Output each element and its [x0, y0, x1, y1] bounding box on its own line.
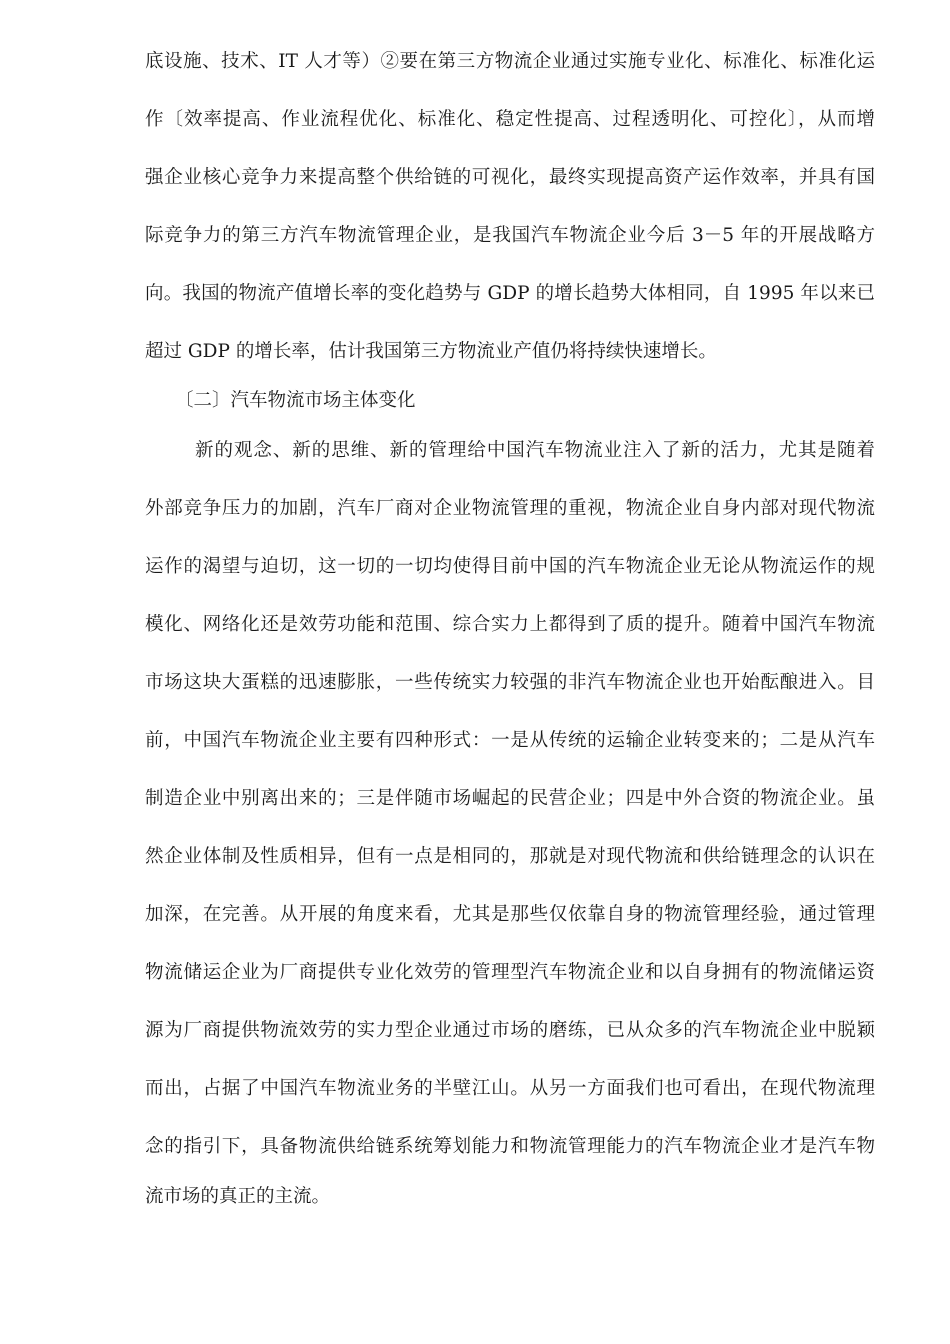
paragraph-line: 模化、网络化还是效劳功能和范围、综合实力上都得到了质的提升。随着中国汽车物流: [145, 614, 875, 635]
paragraph-line: 加深，在完善。从开展的角度来看，尤其是那些仅依靠自身的物流管理经验，通过管理: [145, 904, 875, 925]
paragraph-line: 运作的渴望与迫切，这一切的一切均使得目前中国的汽车物流企业无论从物流运作的规: [145, 556, 875, 577]
paragraph-line: 前，中国汽车物流企业主要有四种形式：一是从传统的运输企业转变来的；二是从汽车: [145, 730, 875, 751]
section-heading: 〔二〕汽车物流市场主体变化: [175, 390, 416, 411]
paragraph-line: 超过 GDP 的增长率，估计我国第三方物流业产值仍将持续快速增长。: [145, 341, 717, 362]
paragraph-line: 然企业体制及性质相异，但有一点是相同的，那就是对现代物流和供给链理念的认识在: [145, 846, 875, 867]
paragraph-line: 市场这块大蛋糕的迅速膨胀，一些传统实力较强的非汽车物流企业也开始酝酿进入。目: [145, 672, 875, 693]
paragraph-line: 底设施、技术、IT 人才等）②要在第三方物流企业通过实施专业化、标准化、标准化运: [145, 51, 875, 72]
paragraph-line: 制造企业中别离出来的；三是伴随市场崛起的民营企业；四是中外合资的物流企业。虽: [145, 788, 875, 809]
paragraph-line: 向。我国的物流产值增长率的变化趋势与 GDP 的增长趋势大体相同，自 1995 年以来已: [145, 283, 875, 304]
paragraph-line: 强企业核心竞争力来提高整个供给链的可视化，最终实现提高资产运作效率，并具有国: [145, 167, 875, 188]
paragraph-line: 念的指引下，具备物流供给链系统筹划能力和物流管理能力的汽车物流企业才是汽车物: [145, 1136, 875, 1157]
paragraph-line: 际竞争力的第三方汽车物流管理企业，是我国汽车物流企业今后 3－5 年的开展战略方: [145, 225, 875, 246]
paragraph-line: 作〔效率提高、作业流程优化、标准化、稳定性提高、过程透明化、可控化〕，从而增: [145, 109, 875, 130]
paragraph-line: 流市场的真正的主流。: [145, 1186, 331, 1207]
paragraph-line: 源为厂商提供物流效劳的实力型企业通过市场的磨练，已从众多的汽车物流企业中脱颖: [145, 1020, 875, 1041]
paragraph-line: 而出，占据了中国汽车物流业务的半壁江山。从另一方面我们也可看出，在现代物流理: [145, 1078, 875, 1099]
paragraph-line: 外部竞争压力的加剧，汽车厂商对企业物流管理的重视，物流企业自身内部对现代物流: [145, 498, 875, 519]
paragraph-line: 新的观念、新的思维、新的管理给中国汽车物流业注入了新的活力，尤其是随着: [195, 440, 875, 461]
paragraph-line: 物流储运企业为厂商提供专业化效劳的管理型汽车物流企业和以自身拥有的物流储运资: [145, 962, 875, 983]
